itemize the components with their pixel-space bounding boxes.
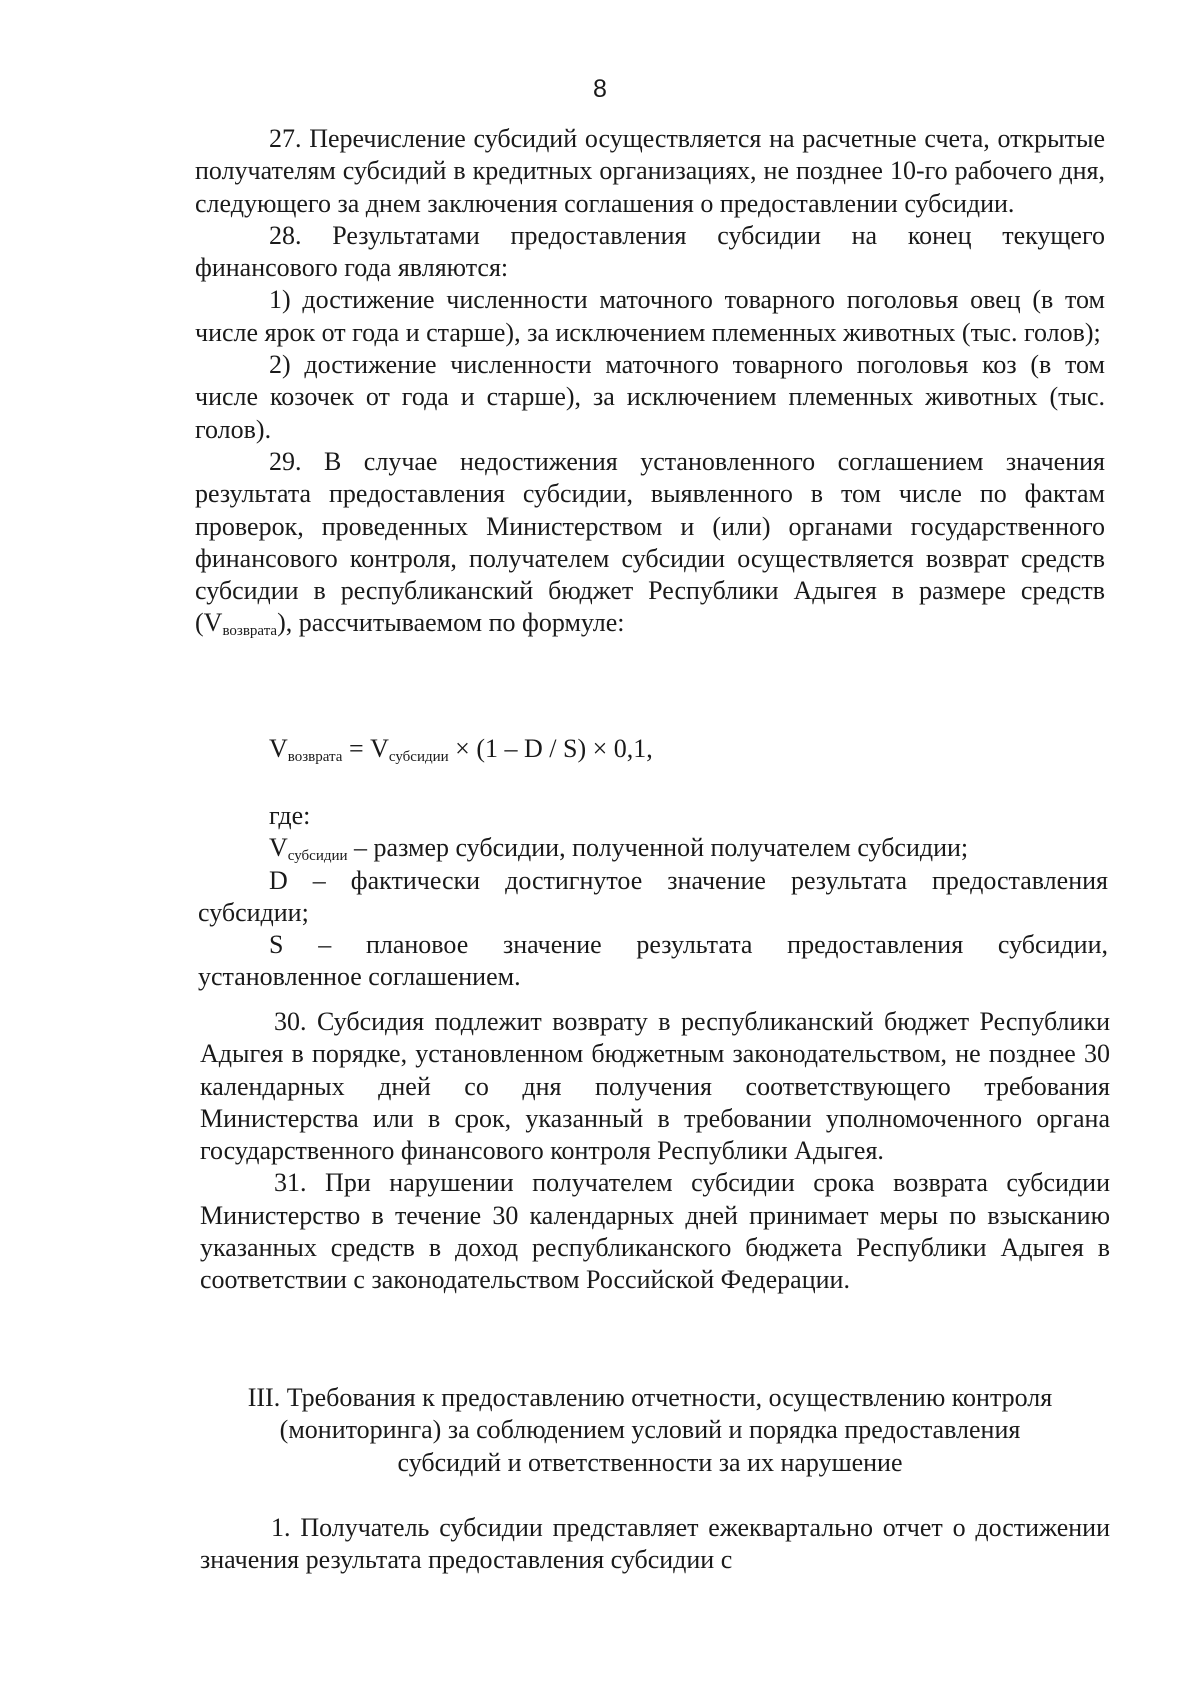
paragraph-28-item-2: 2) достижение численности маточного товарного поголовья коз (в том числе козочек от года и старше), за исключением племенных животных (тыс. голов). [195,350,1105,444]
page-number: 8 [593,75,607,103]
section-heading-line-3: субсидий и ответственности за их нарушение [397,1447,903,1477]
section-paragraph-1: 1. Получатель субсидии представляет ежеквартально отчет о достижении значения результата предоставления субсидии с [200,1513,1110,1575]
section-heading-line-2: (мониторинга) за соблюдением условий и порядка предоставления [279,1415,1021,1445]
paragraph-27: 27. Перечисление субсидий осуществляется на расчетные счета, открытые получателям субсидий в кредитных организациях, не позднее 10-го рабочего дня, следующего за днем заключения соглашения о предоставлении субсидии. [195,124,1105,218]
formula-rest: × (1 – D / S) × 0,1, [448,734,653,763]
main-text-block [195,123,1105,640]
paragraph-28-item-1: 1) достижение численности маточного товарного поголовья овец (в том числе ярок от года и старше), за исключением племенных животных (тыс. голов); [195,285,1105,347]
paragraph-31: 31. При нарушении получателем субсидии срока возврата субсидии Министерство в течение 30 календарных дней принимает меры по взысканию указанных средств в доход республиканского бюджета Республики Адыгея в соответствии с законодательством Российской Федерации. [200,1168,1110,1295]
formula-definitions [198,800,1108,994]
definition-v-text: – размер субсидии, полученной получателем субсидии; [347,833,969,863]
paragraph-30: 30. Субсидия подлежит возврату в республиканский бюджет Республики Адыгея в порядке, установленном бюджетным законодательством, не позднее 30 календарных дней со дня получения соответствующего требования Министерства или в срок, указанный в требовании уполномоченного органа государственного финансового контроля Республики Адыгея. [200,1007,1110,1166]
paragraph-29-subscript: возврата [222,623,278,640]
definition-v-sub: субсидии [287,848,348,865]
definition-where: где: [269,801,311,830]
formula-v-return-sub: возврата [287,749,343,765]
formula-v-subsidy-sub: субсидии [388,749,449,765]
paragraph-29 [195,446,1105,640]
paragraph-29-tail: ), рассчитываемом по формуле: [277,608,625,638]
section-heading [150,1382,1150,1479]
formula-v-return: V [269,734,288,763]
paragraph-29-text: 29. В случае недостижения установленного соглашением значения результата предоставления субсидии, выявленного в том числе по фактам проверок, проведенных Министерством и (или) органами государственного финансового контроля, получателем субсидии осуществляется возврат средств субсидии в республиканский бюджет Республики Адыгея в размере средств (V [195,446,1105,638]
definition-d: D – фактически достигнутое значение результата предоставления субсидии; [198,865,1108,927]
paragraph-28: 28. Результатами предоставления субсидии на конец текущего финансового года являются: [195,220,1105,283]
main-text-block-2 [200,1006,1110,1297]
formula-equals: = V [342,734,389,763]
section-heading-line-1: III. Требования к предоставлению отчетности, осуществлению контроля [247,1383,1053,1412]
section-text-block [200,1512,1110,1577]
return-formula [269,733,653,765]
definition-v-subsidy [198,832,1108,864]
definition-v-symbol: V [269,833,288,863]
definition-s: S – плановое значение результата предоставления субсидии, установленное соглашением. [198,930,1108,992]
